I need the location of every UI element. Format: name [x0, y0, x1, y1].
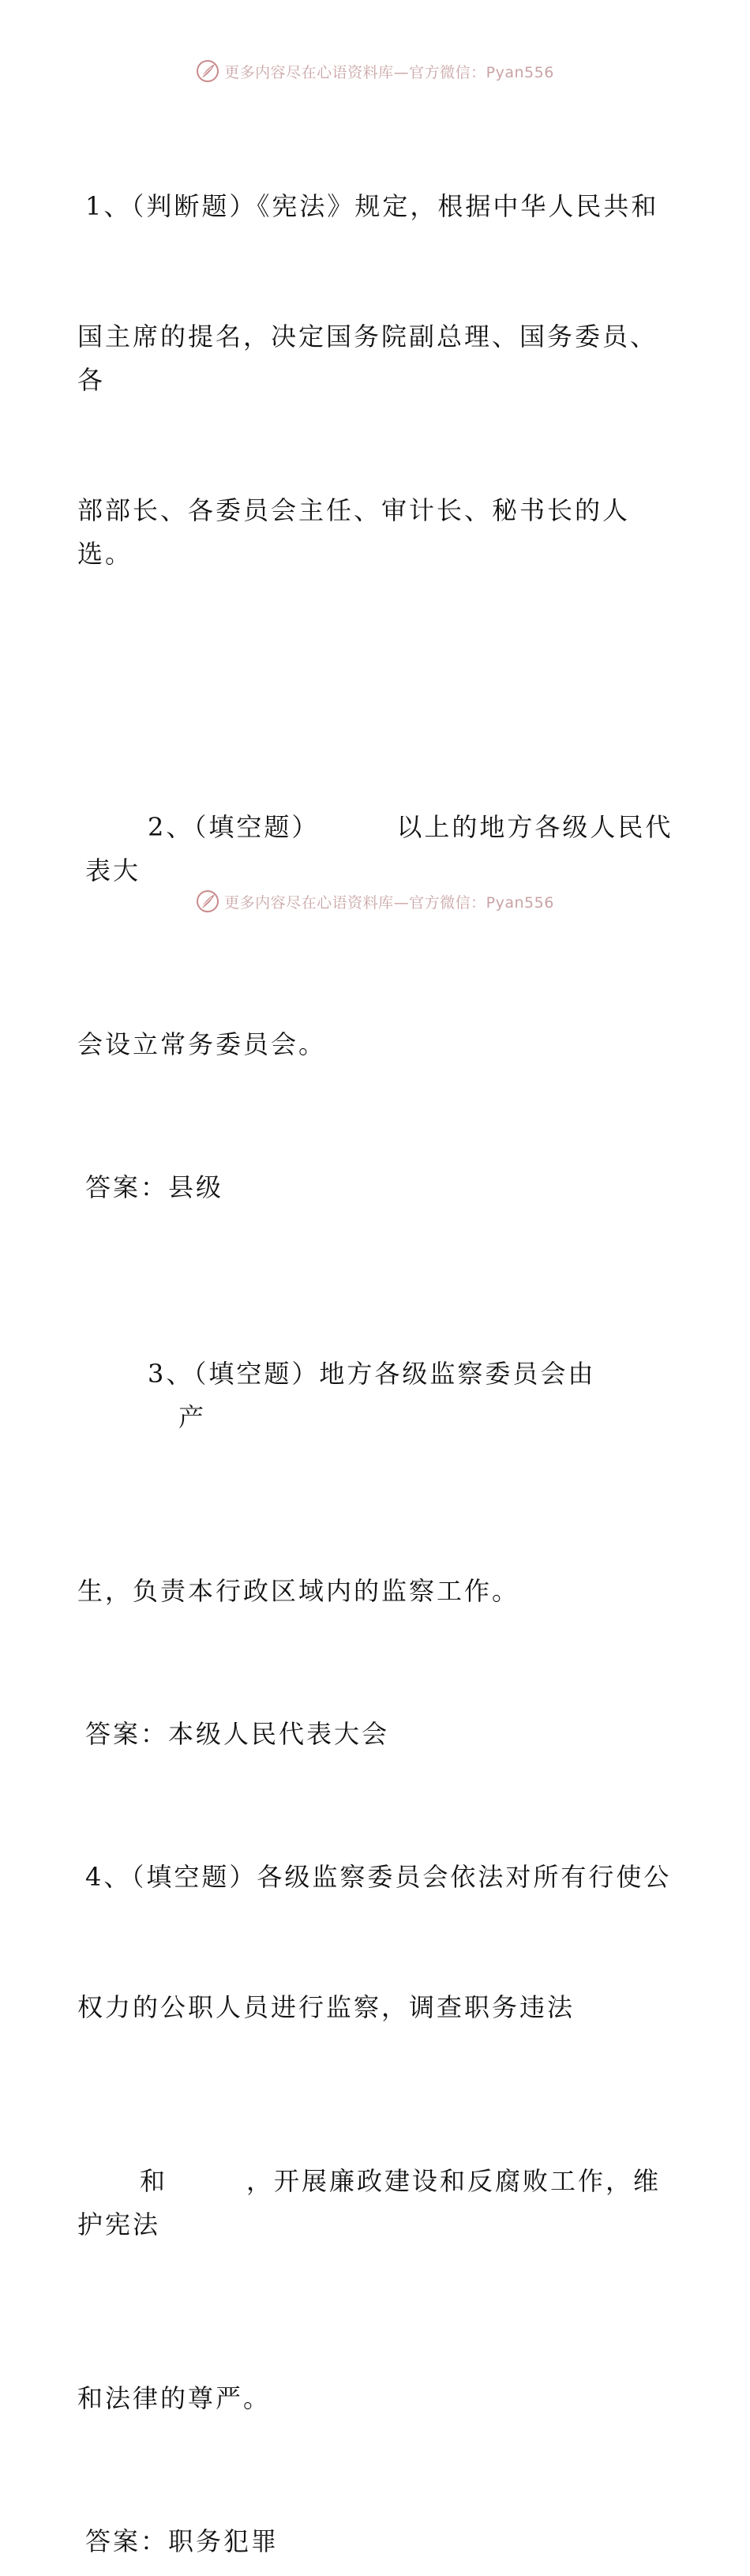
- question-3-line-1: [85, 1309, 677, 1483]
- answer-4: 答案：职务犯罪: [85, 2526, 279, 2556]
- question-4-line-4: 和法律的尊严。: [77, 2383, 272, 2413]
- watermark-text: 更多内容尽在心语资料库—官方微信：Pyan556: [224, 893, 554, 912]
- question-3-line-2: 生，负责本行政区域内的监察工作。: [77, 1576, 520, 1606]
- header-watermark: [0, 55, 750, 87]
- question-1-line-3: 部部长、各委员会主任、审计长、秘书长的人选。: [77, 495, 631, 569]
- feather-logo-icon: [196, 889, 219, 913]
- question-3-prefix: 3、（填空题）地方各级监察委员会由: [148, 1359, 596, 1389]
- question-4-line-2: 权力的公职人员进行监察，调查职务违法: [77, 1992, 576, 2022]
- watermark-text: 更多内容尽在心语资料库—官方微信：Pyan556: [224, 63, 554, 81]
- answer-3: 答案：本级人民代表大会: [85, 1719, 390, 1749]
- question-2-suffix: 以上的地方各级人民代表大: [85, 812, 673, 886]
- question-1: [77, 98, 677, 663]
- question-1-line-2: 国主席的提名，决定国务院副总理、国务委员、各: [77, 322, 658, 395]
- document-body: [77, 98, 677, 2576]
- question-4-suffix: ，开展廉政建设和反腐败工作，维护宪法: [77, 2166, 662, 2239]
- question-1-line-1: 1、（判断题）《宪法》规定，根据中华人民共和: [85, 191, 659, 221]
- footer-watermark: [0, 886, 750, 917]
- question-4-line-1: 4、（填空题）各级监察委员会依法对所有行使公: [85, 1862, 672, 1892]
- question-4-line-3: [77, 2116, 677, 2290]
- question-4: [77, 1769, 677, 2507]
- answer-2: 答案：县级: [85, 1172, 224, 1202]
- question-2-line-2: 会设立常务委员会。: [77, 1029, 327, 1059]
- question-2-prefix: 2、（填空题）: [148, 812, 320, 842]
- question-4-prefix: 和: [140, 2166, 168, 2196]
- question-3-suffix: 产: [178, 1402, 207, 1432]
- feather-logo-icon: [196, 59, 219, 83]
- question-3: [77, 1222, 677, 1700]
